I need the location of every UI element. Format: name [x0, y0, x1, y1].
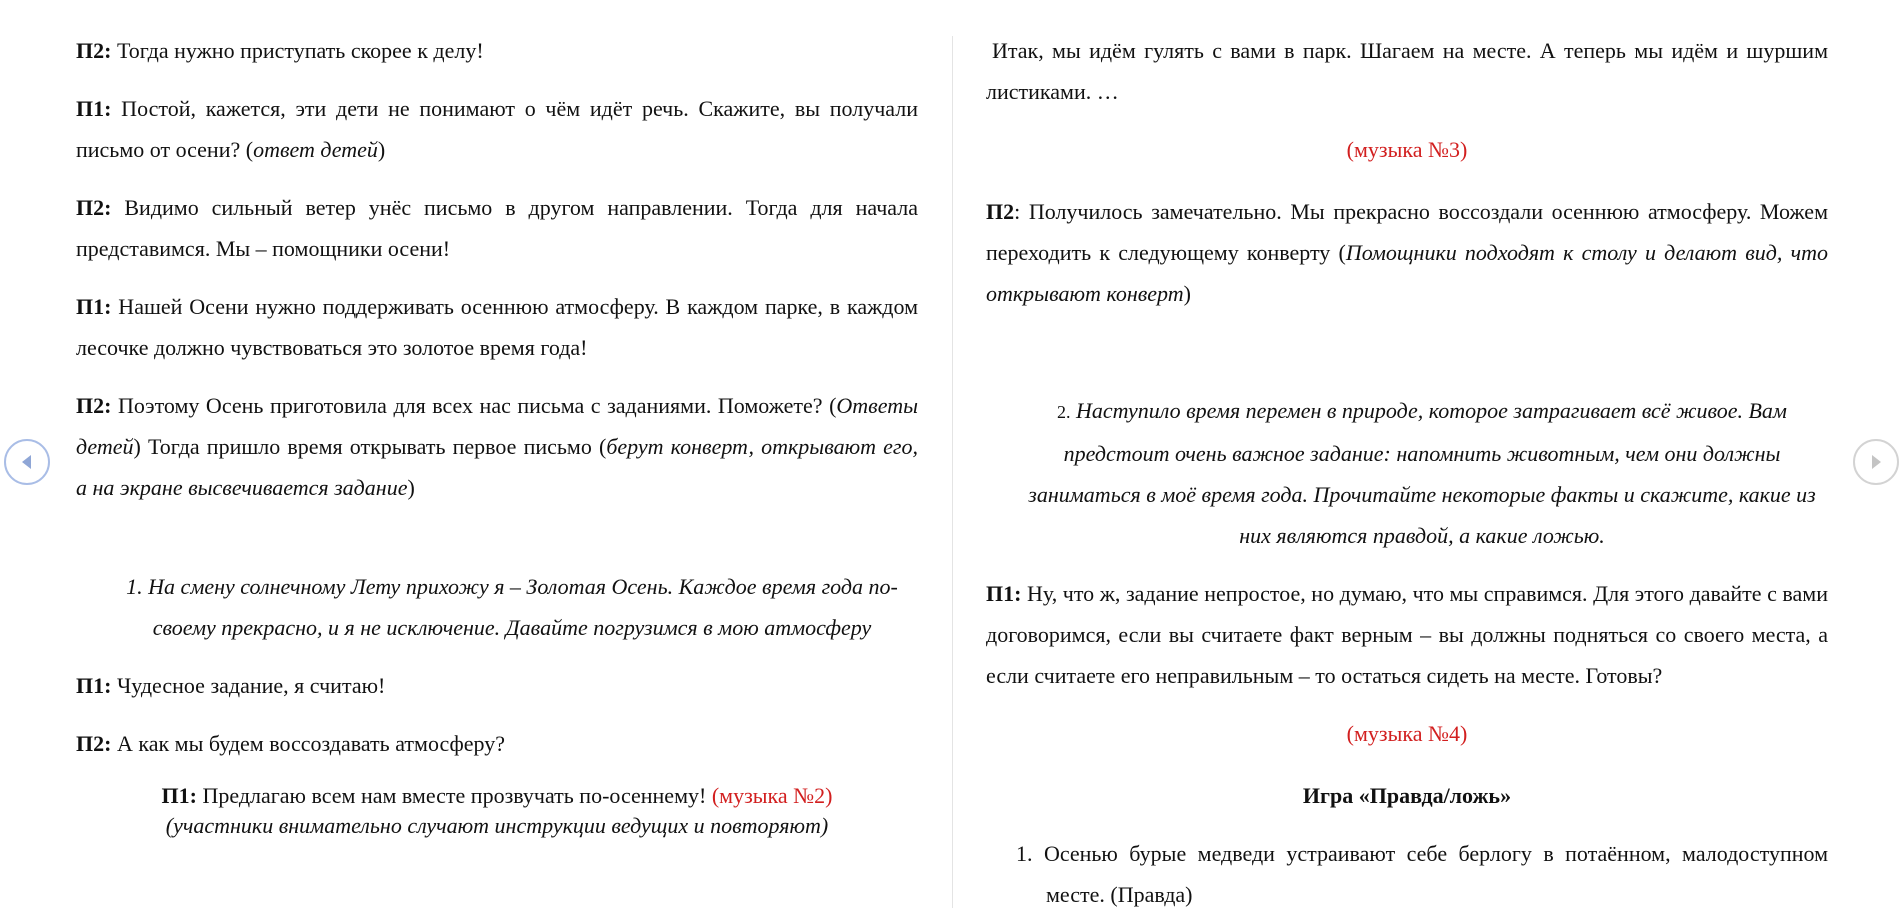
music-cue: (музыка №2) — [711, 783, 833, 808]
paragraph-1: Итак, мы идём гулять с вами в парк. Шагаем на месте. А теперь мы идём и шуршим листиками. … — [986, 38, 1828, 104]
speaker-label: П2: — [76, 38, 112, 63]
stage-note: (участники внимательно случают инструкции ведущих и повторяют) — [165, 813, 829, 838]
task-number: 1. — [126, 574, 143, 599]
speaker-label: П1: — [76, 294, 112, 319]
paragraph-3: П1: Ну, что ж, задание непростое, но думаю, что мы справимся. Для этого давайте с вами договоримся, если вы считаете факт верным – вы должны подняться со своего места, а если считаете его неправильным – то остаться сидеть на месте. Готовы? — [986, 581, 1828, 688]
paragraph-5: П2: Поэтому Осень приготовила для всех нас письма с заданиями. Поможете? (Ответы детей) Тогда пришло время открывать первое письмо (берут конверт, открывают его, а на экране высвечивается задание) — [76, 393, 918, 500]
triangle-right-icon — [1868, 453, 1884, 471]
task-number: 2. — [1057, 402, 1071, 422]
paragraph-2: П2: Получилось замечательно. Мы прекрасно воссоздали осеннюю атмосферу. Можем переходить к следующему конверту (Помощники подходят к столу и делают вид, что открывают конверт) — [986, 199, 1829, 306]
paragraph-4: П1: Нашей Осени нужно поддерживать осеннюю атмосферу. В каждом парке, в каждом лесочке должно чувствоваться это золотое время года! — [76, 294, 918, 360]
paragraph-1: П2: Тогда нужно приступать скорее к делу! — [76, 38, 484, 63]
speaker-label: П1: — [986, 581, 1022, 606]
music-cue-4: (музыка №4) — [1346, 721, 1468, 746]
paragraph-6: П1: Чудесное задание, я считаю! — [76, 673, 386, 698]
left-page — [76, 30, 918, 841]
paragraph-2: П1: Постой, кажется, эти дети не понимают о чём идёт речь. Скажите, вы получали письмо от осени? (ответ детей) — [76, 96, 918, 162]
speaker-label: П2: — [76, 195, 112, 220]
speaker-label: П2: — [76, 393, 112, 418]
previous-page-button[interactable] — [4, 439, 50, 485]
task-1: 1. На смену солнечному Лету прихожу я – Золотая Осень. Каждое время года по-своему прекрасно, и я не исключение. Давайте погрузимся в мою атмосферу — [126, 574, 898, 640]
music-cue-3: (музыка №3) — [1346, 137, 1468, 162]
speaker-label: П1: — [161, 783, 197, 808]
speaker-label: П1: — [76, 96, 112, 121]
game-title: Игра «Правда/ложь» — [1302, 783, 1512, 808]
item-number: 1. — [1016, 841, 1033, 866]
right-page — [986, 30, 1828, 915]
paragraph-8: П1: Предлагаю всем нам вместе прозвучать по-осеннему! (музыка №2) (участники внимательно случают инструкции ведущих и повторяют) — [161, 783, 833, 838]
page-divider — [952, 36, 953, 908]
triangle-left-icon — [19, 453, 35, 471]
next-page-button[interactable] — [1853, 439, 1899, 485]
paragraph-7: П2: А как мы будем воссоздавать атмосферу? — [76, 731, 506, 756]
game-item-1: 1. Осенью бурые медведи устраивают себе берлогу в потаённом, малодоступном месте. (Правда) — [1016, 841, 1828, 907]
speaker-label: П1: — [76, 673, 112, 698]
speaker-label: П2 — [986, 199, 1015, 224]
speaker-label: П2: — [76, 731, 112, 756]
task-2: 2. Наступило время перемен в природе, которое затрагивает всё живое. Вам предстоит очень важное задание: напомнить животным, чем они должны заниматься в моё время года. Прочитайте некоторые факты и скажите, какие из них являются правдой, а какие ложью. — [1028, 398, 1816, 548]
paragraph-3: П2: Видимо сильный ветер унёс письмо в другом направлении. Тогда для начала представимся. Мы – помощники осени! — [76, 195, 918, 261]
